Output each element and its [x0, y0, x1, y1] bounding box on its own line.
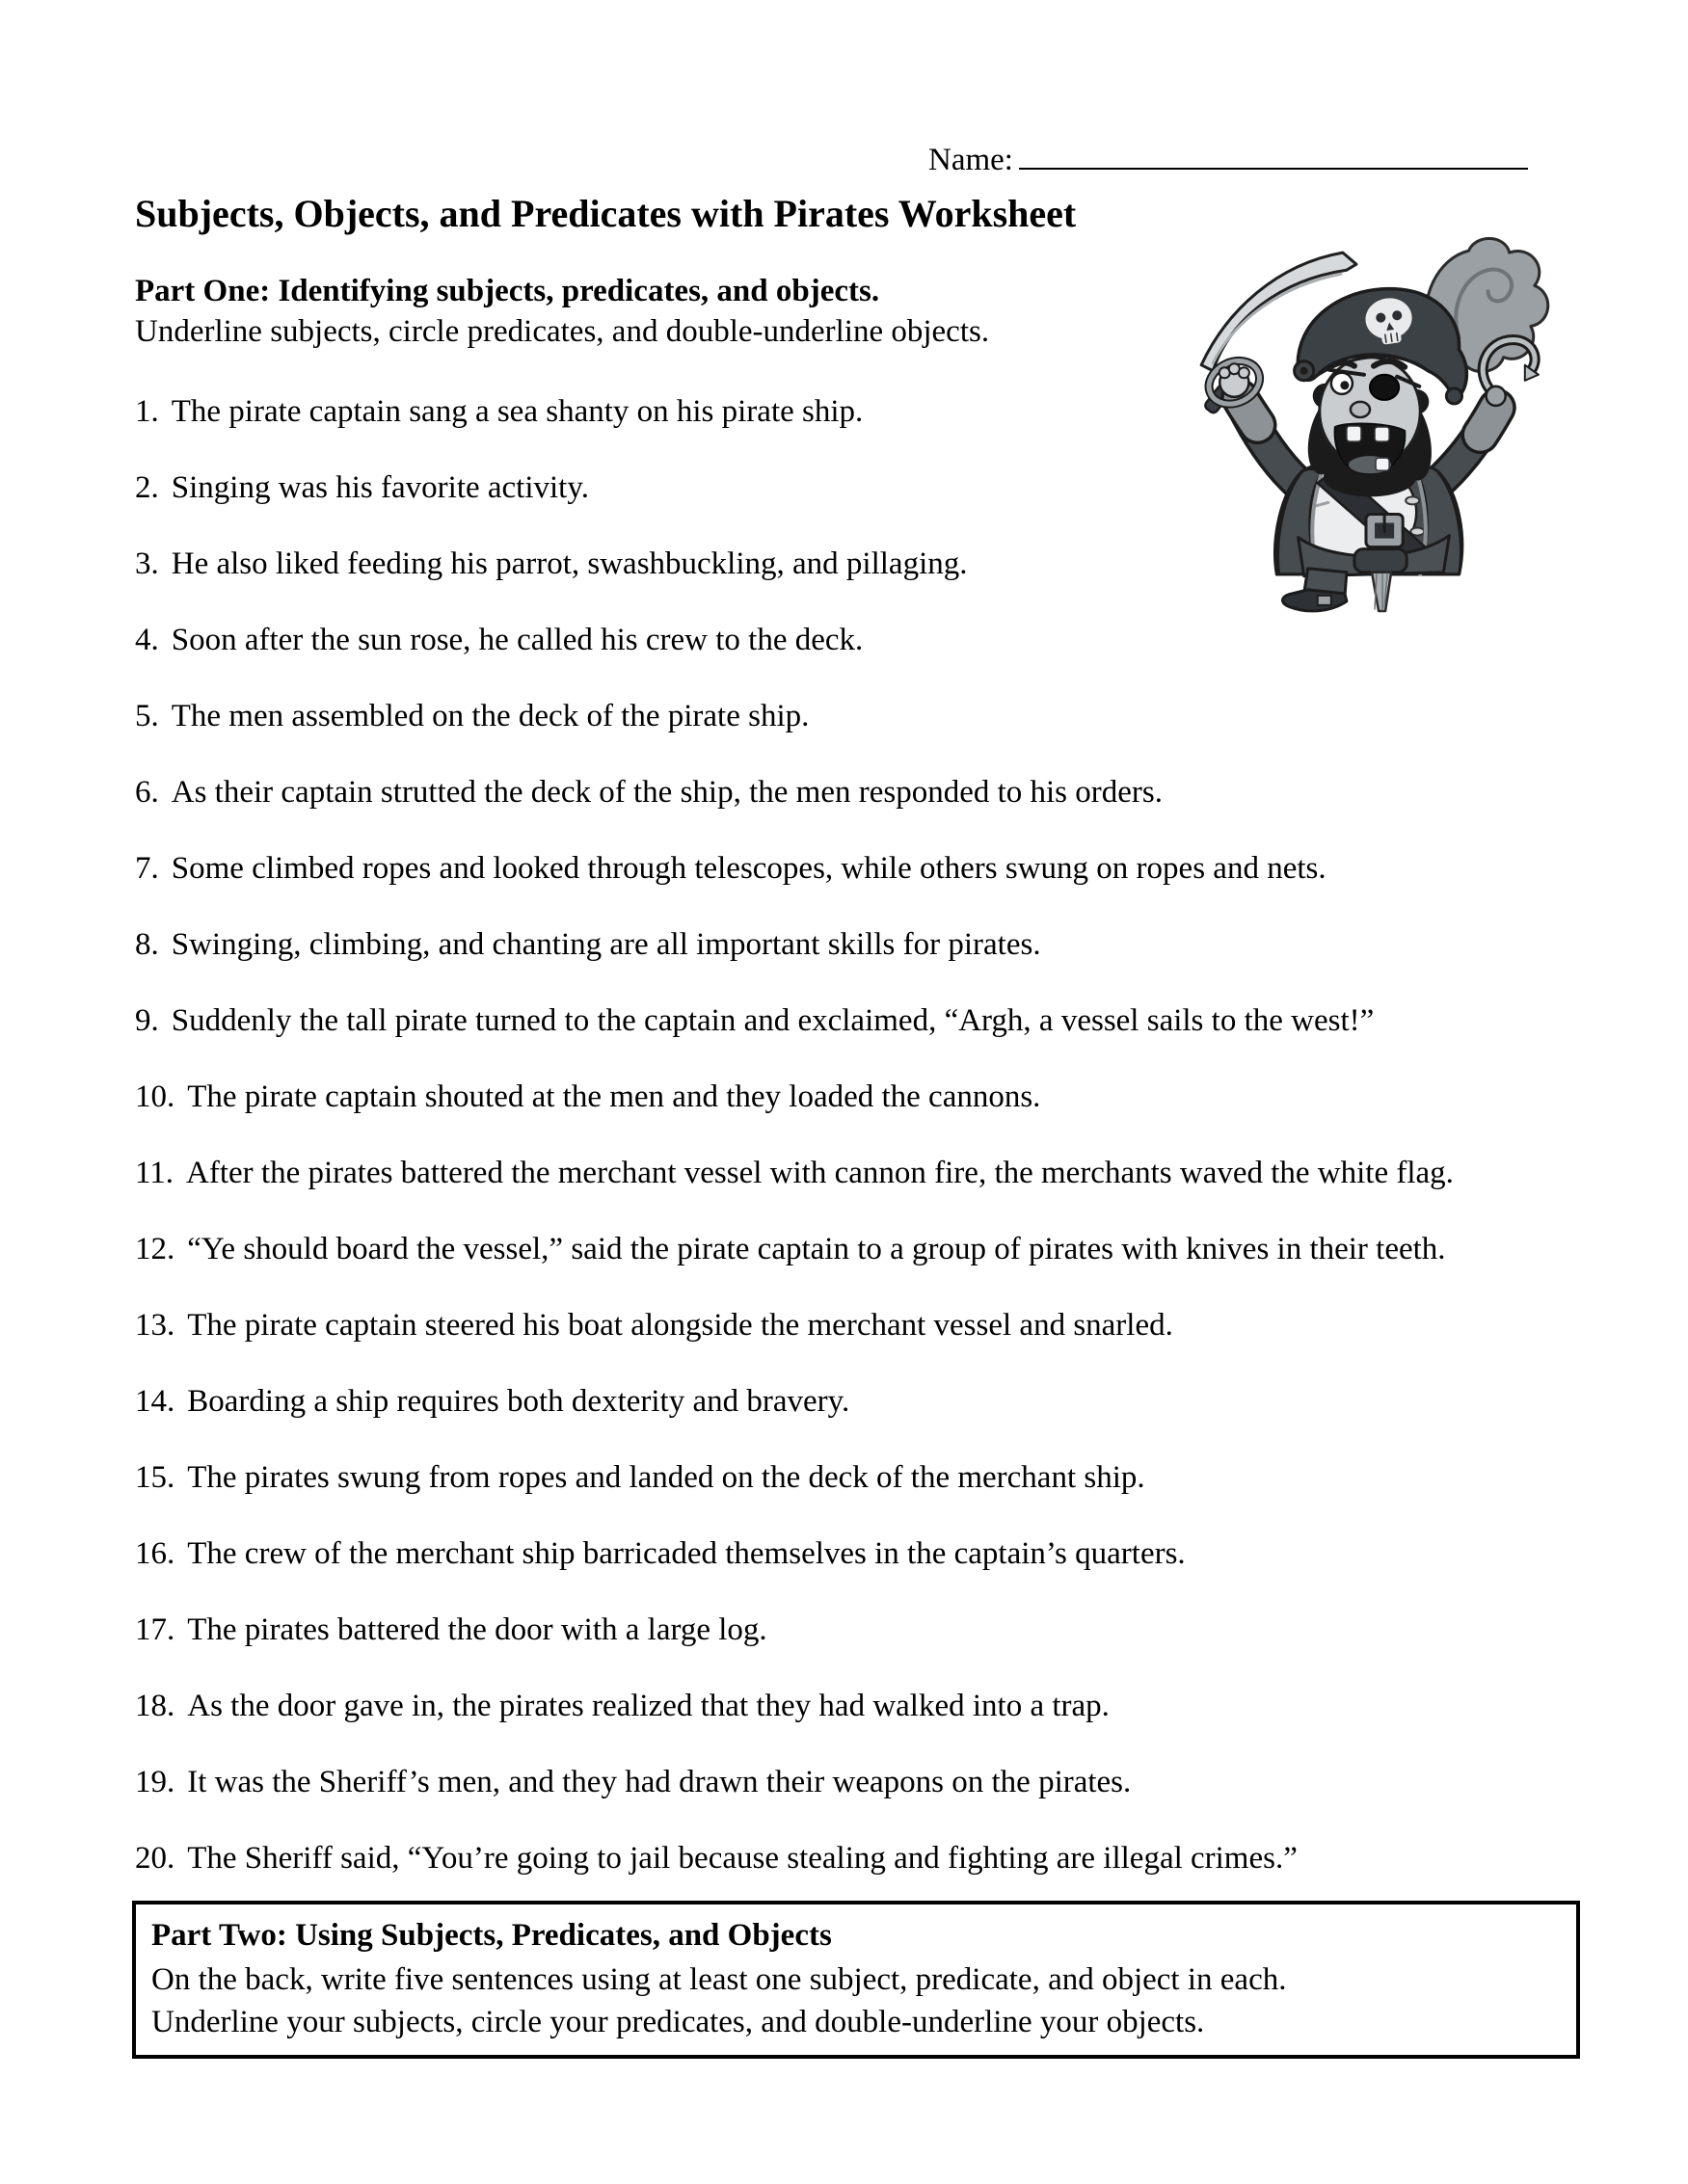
- item-text: The pirate captain sang a sea shanty on his pirate ship.: [171, 394, 864, 429]
- sentence-item: [135, 755, 1454, 831]
- item-number: 13.: [135, 1308, 175, 1343]
- item-number: 7.: [135, 851, 159, 886]
- sentence-item: [135, 1059, 1454, 1135]
- sentence-item: [135, 1288, 1454, 1364]
- sentence-item: [135, 526, 1454, 602]
- item-text: Soon after the sun rose, he called his crew to the deck.: [171, 623, 864, 657]
- item-text: The Sheriff said, “You’re going to jail because stealing and fighting are illegal crimes.”: [187, 1841, 1298, 1876]
- item-number: 16.: [135, 1536, 175, 1571]
- item-text: After the pirates battered the merchant vessel with cannon fire, the merchants waved the white flag.: [186, 1156, 1454, 1190]
- sentence-item: [135, 1668, 1454, 1745]
- item-number: 12.: [135, 1232, 175, 1266]
- sentence-item: [135, 983, 1454, 1059]
- part-two-line-1: On the back, write five sentences using at least one subject, predicate, and object in each.: [151, 1962, 1287, 1997]
- name-label: Name:: [928, 143, 1013, 177]
- item-number: 4.: [135, 623, 159, 657]
- item-number: 18.: [135, 1689, 175, 1723]
- item-text: As the door gave in, the pirates realized that they had walked into a trap.: [187, 1689, 1110, 1723]
- sentence-item: [135, 831, 1454, 907]
- item-number: 19.: [135, 1765, 175, 1799]
- page-title: Subjects, Objects, and Predicates with Pirates Worksheet: [135, 192, 1077, 235]
- item-number: 2.: [135, 470, 159, 505]
- item-number: 11.: [135, 1156, 174, 1190]
- item-number: 17.: [135, 1612, 175, 1647]
- name-field-row: [928, 135, 1528, 178]
- sentence-item: [135, 374, 1454, 450]
- sentence-item: [135, 1592, 1454, 1668]
- item-number: 5.: [135, 699, 159, 733]
- item-number: 15.: [135, 1460, 175, 1495]
- item-number: 20.: [135, 1841, 175, 1876]
- item-number: 10.: [135, 1079, 175, 1114]
- sentence-item: [135, 1364, 1454, 1440]
- part-two-line-2: Underline your subjects, circle your predicates, and double-underline your objects.: [151, 2005, 1205, 2039]
- item-text: He also liked feeding his parrot, swashbuckling, and pillaging.: [171, 546, 968, 581]
- item-text: As their captain strutted the deck of the ship, the men responded to his orders.: [171, 775, 1163, 810]
- item-number: 14.: [135, 1384, 175, 1419]
- item-text: It was the Sheriff’s men, and they had drawn their weapons on the pirates.: [187, 1765, 1132, 1799]
- item-text: The pirate captain steered his boat alongside the merchant vessel and snarled.: [187, 1308, 1173, 1343]
- sentence-item: [135, 450, 1454, 526]
- item-text: Swinging, climbing, and chanting are all important skills for pirates.: [171, 927, 1041, 962]
- part-two-heading: Part Two: Using Subjects, Predicates, and Objects: [151, 1918, 832, 1953]
- part-one-heading: Part One: Identifying subjects, predicates, and objects.: [135, 274, 880, 308]
- item-text: The pirates battered the door with a large log.: [187, 1612, 767, 1647]
- sentence-list: [135, 374, 1454, 1897]
- sentence-item: [135, 602, 1454, 679]
- item-number: 1.: [135, 394, 159, 429]
- sentence-item: [135, 1440, 1454, 1516]
- item-text: The men assembled on the deck of the pirate ship.: [171, 699, 810, 733]
- item-text: The pirate captain shouted at the men and they loaded the cannons.: [187, 1079, 1041, 1114]
- item-text: Some climbed ropes and looked through telescopes, while others swung on ropes and nets.: [171, 851, 1326, 886]
- sentence-item: [135, 1821, 1454, 1897]
- name-fill-line: [1019, 135, 1528, 170]
- sentence-item: [135, 679, 1454, 755]
- sentence-item: [135, 1212, 1454, 1288]
- part-two-box: [132, 1901, 1580, 2059]
- item-number: 8.: [135, 927, 159, 962]
- sentence-item: [135, 1135, 1454, 1212]
- item-text: Suddenly the tall pirate turned to the captain and exclaimed, “Argh, a vessel sails to the west!”: [171, 1003, 1375, 1038]
- sentence-item: [135, 907, 1454, 983]
- sentence-item: [135, 1516, 1454, 1592]
- item-number: 3.: [135, 546, 159, 581]
- item-text: “Ye should board the vessel,” said the pirate captain to a group of pirates with knives in their teeth.: [187, 1232, 1446, 1266]
- sentence-item: [135, 1745, 1454, 1821]
- item-text: Boarding a ship requires both dexterity and bravery.: [187, 1384, 850, 1419]
- item-text: Singing was his favorite activity.: [171, 470, 589, 505]
- item-text: The pirates swung from ropes and landed on the deck of the merchant ship.: [187, 1460, 1145, 1495]
- item-text: The crew of the merchant ship barricaded themselves in the captain’s quarters.: [187, 1536, 1186, 1571]
- item-number: 6.: [135, 775, 159, 810]
- part-one-instructions: Underline subjects, circle predicates, and double-underline objects.: [135, 314, 990, 349]
- item-number: 9.: [135, 1003, 159, 1038]
